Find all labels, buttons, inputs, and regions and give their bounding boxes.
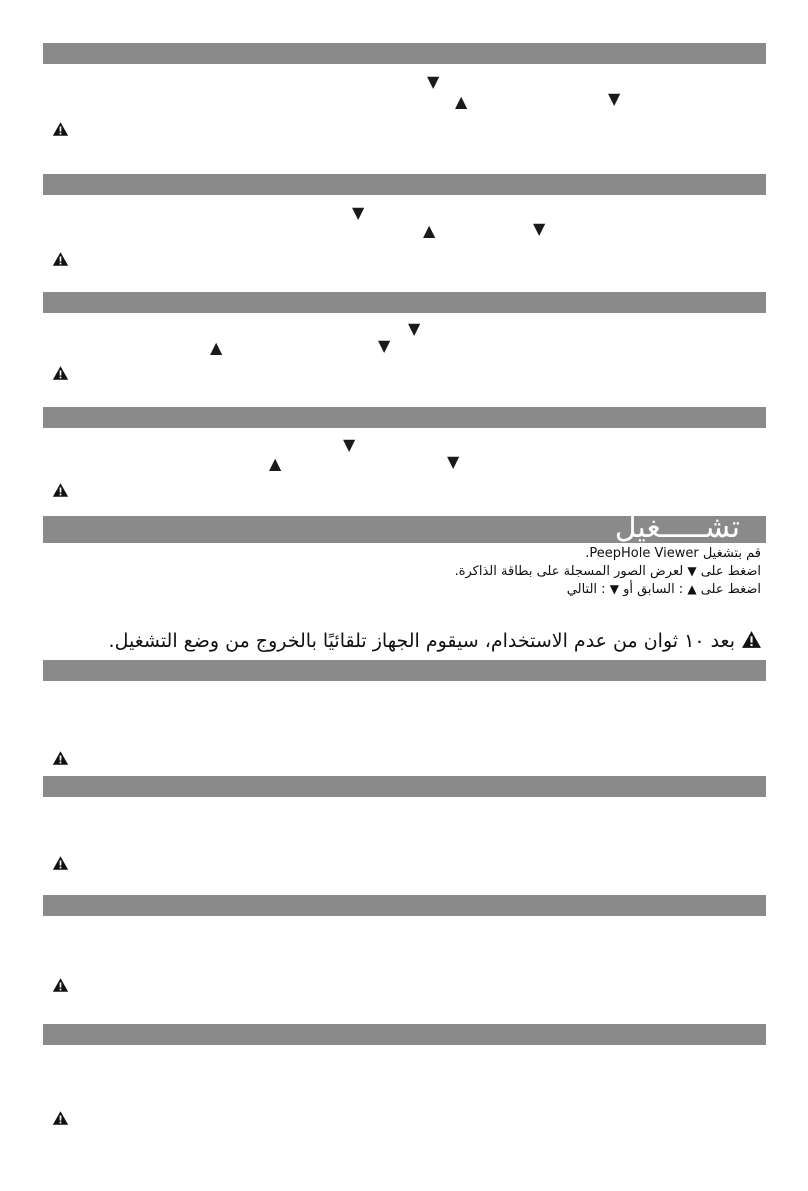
section-title: تشـــــغيل xyxy=(614,510,740,545)
warning-icon xyxy=(52,855,69,871)
down-arrow-icon: ▼ xyxy=(609,582,619,596)
instruction-text: لعرض الصور المسجلة على بطاقة الذاكرة. xyxy=(454,564,684,579)
note-text: بعد ١٠ ثوان من عدم الاستخدام، سيقوم الجهاز تلقائيًا بالخروج من وضع التشغيل. xyxy=(108,630,735,652)
down-arrow-icon: ▼ xyxy=(408,319,421,338)
instruction-text: قم بتشغيل xyxy=(702,546,761,561)
up-arrow-icon: ▲ xyxy=(423,221,436,240)
instruction-line-1 xyxy=(585,546,761,562)
section-header-bar-9 xyxy=(43,1024,766,1045)
up-arrow-icon: ▲ xyxy=(269,454,282,473)
down-arrow-icon: ▼ xyxy=(352,203,365,222)
instruction-text: . xyxy=(585,546,590,561)
warning-icon xyxy=(52,977,69,993)
section-header-bar-3 xyxy=(43,292,766,313)
product-name: PeepHole Viewer xyxy=(589,546,699,561)
down-arrow-icon: ▼ xyxy=(427,72,440,91)
down-arrow-icon: ▼ xyxy=(533,219,546,238)
section-header-bar-6 xyxy=(43,660,766,681)
section-header-bar-7 xyxy=(43,776,766,797)
down-arrow-icon: ▼ xyxy=(447,452,460,471)
down-arrow-icon: ▼ xyxy=(608,89,621,108)
auto-exit-note xyxy=(109,628,762,654)
instruction-line-3 xyxy=(567,581,761,598)
warning-icon xyxy=(52,251,69,267)
instruction-text: : التالي xyxy=(566,582,606,597)
warning-icon xyxy=(52,365,69,381)
instruction-line-2 xyxy=(455,563,761,580)
up-arrow-icon: ▲ xyxy=(455,92,468,111)
warning-icon xyxy=(741,630,762,649)
up-arrow-icon: ▲ xyxy=(687,582,697,596)
warning-icon xyxy=(52,121,69,137)
section-header-bar-2 xyxy=(43,174,766,195)
down-arrow-icon: ▼ xyxy=(378,336,391,355)
down-arrow-icon: ▼ xyxy=(343,435,356,454)
section-header-bar-4 xyxy=(43,407,766,428)
warning-icon xyxy=(52,750,69,766)
section-header-bar-1 xyxy=(43,43,766,64)
instruction-text: : السابق أو xyxy=(623,582,684,597)
warning-icon xyxy=(52,482,69,498)
down-arrow-icon: ▼ xyxy=(687,564,697,578)
instruction-text: اضغط على xyxy=(700,582,761,597)
instruction-text: اضغط على xyxy=(700,564,761,579)
section-header-bar-8 xyxy=(43,895,766,916)
up-arrow-icon: ▲ xyxy=(210,338,223,357)
warning-icon xyxy=(52,1110,69,1126)
section-header-bar-playback xyxy=(43,510,766,545)
